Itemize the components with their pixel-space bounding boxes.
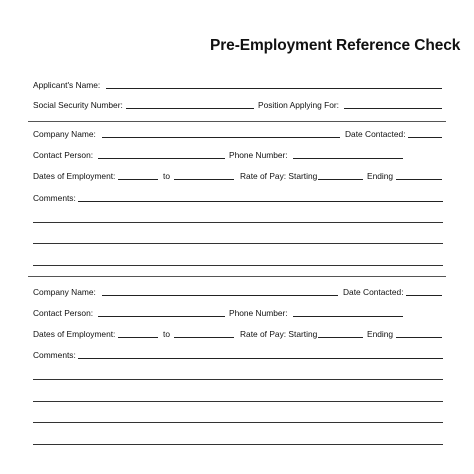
comments-line[interactable] [78, 201, 443, 202]
rate-of-pay-label: Rate of Pay: Starting [240, 329, 318, 339]
form-title: Pre-Employment Reference Check [210, 37, 461, 54]
ending-pay-label: Ending [367, 329, 394, 339]
contact-person-label: Contact Person: [33, 308, 94, 318]
applicant-name-field[interactable] [106, 88, 442, 89]
comments-line[interactable] [78, 358, 443, 359]
phone-number-field[interactable] [293, 316, 403, 317]
date-contacted-field[interactable] [408, 137, 442, 138]
phone-number-label: Phone Number: [229, 150, 288, 160]
comments-line[interactable] [33, 379, 443, 380]
comments-label: Comments: [33, 350, 76, 360]
starting-pay-field[interactable] [318, 337, 363, 338]
date-contacted-label: Date Contacted: [343, 287, 404, 297]
contact-person-field[interactable] [98, 158, 225, 159]
company-name-field[interactable] [102, 137, 340, 138]
comments-line[interactable] [33, 444, 443, 445]
ending-pay-field[interactable] [396, 337, 442, 338]
contact-person-label: Contact Person: [33, 150, 94, 160]
comments-line[interactable] [33, 265, 443, 266]
starting-pay-field[interactable] [318, 179, 363, 180]
employment-end-field[interactable] [174, 179, 234, 180]
section-separator [28, 276, 446, 277]
comments-label: Comments: [33, 193, 76, 203]
position-label: Position Applying For: [258, 100, 340, 110]
dates-of-employment-label: Dates of Employment: [33, 329, 116, 339]
comments-line[interactable] [33, 222, 443, 223]
date-contacted-label: Date Contacted: [345, 129, 406, 139]
employment-end-field[interactable] [174, 337, 234, 338]
company-name-label: Company Name: [33, 129, 96, 139]
position-field[interactable] [344, 108, 442, 109]
ssn-field[interactable] [126, 108, 254, 109]
section-separator [28, 121, 446, 122]
comments-line[interactable] [33, 401, 443, 402]
to-label: to [163, 171, 170, 181]
company-name-label: Company Name: [33, 287, 96, 297]
ssn-label: Social Security Number: [33, 100, 123, 110]
contact-person-field[interactable] [98, 316, 225, 317]
to-label: to [163, 329, 170, 339]
employment-start-field[interactable] [118, 337, 158, 338]
comments-line[interactable] [33, 422, 443, 423]
dates-of-employment-label: Dates of Employment: [33, 171, 116, 181]
phone-number-label: Phone Number: [229, 308, 288, 318]
ending-pay-field[interactable] [396, 179, 442, 180]
employment-start-field[interactable] [118, 179, 158, 180]
date-contacted-field[interactable] [406, 295, 442, 296]
rate-of-pay-label: Rate of Pay: Starting [240, 171, 318, 181]
applicant-name-label: Applicant's Name: [33, 80, 101, 90]
phone-number-field[interactable] [293, 158, 403, 159]
company-name-field[interactable] [102, 295, 338, 296]
comments-line[interactable] [33, 243, 443, 244]
ending-pay-label: Ending [367, 171, 394, 181]
